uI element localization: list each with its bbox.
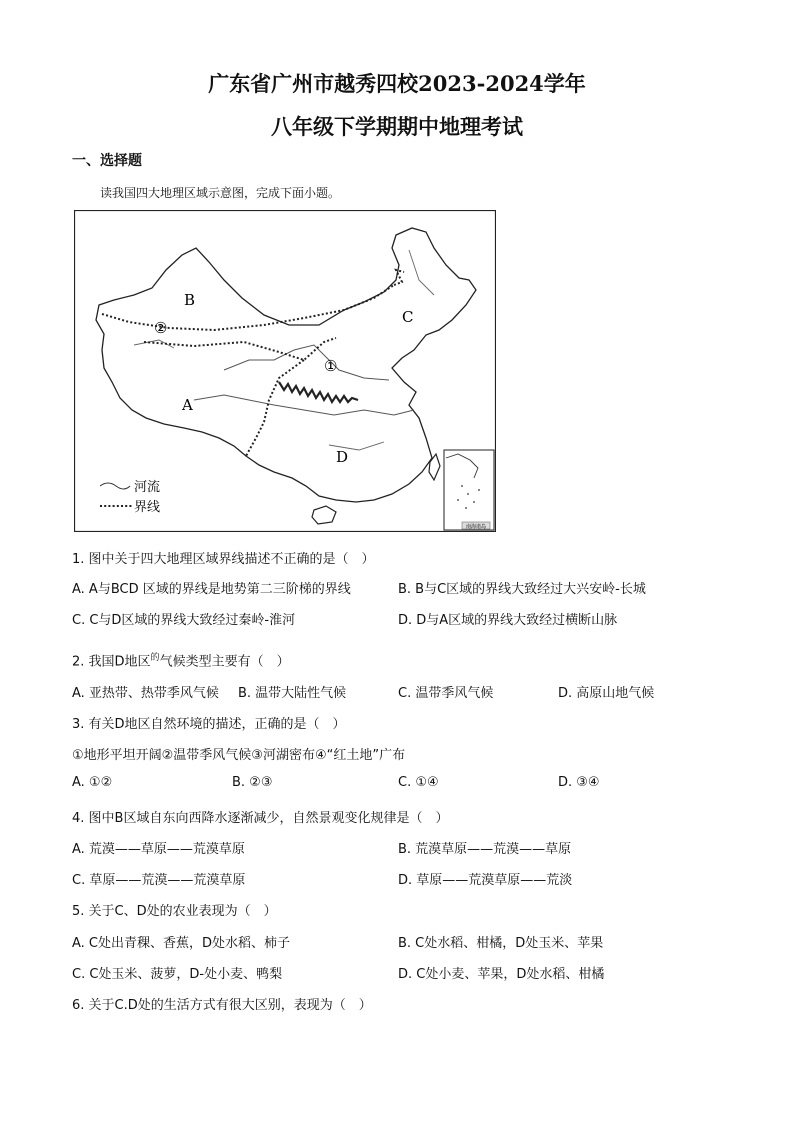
question-2-stem xyxy=(72,650,290,669)
question-1-option-a: A. A与BCD 区域的界线是地势第二三阶梯的界线 xyxy=(72,582,351,597)
question-2-option-b: B. 温带大陆性气候 xyxy=(238,686,347,701)
marker-1: ① xyxy=(324,357,338,375)
question-5-option-a: A. C处出青稞、香蕉，D处水稻、柿子 xyxy=(72,936,291,951)
question-2-stem-part1: 2. 我国D地区 xyxy=(72,654,151,670)
question-3-option-a: A. ①② xyxy=(72,775,113,790)
region-label-d: D xyxy=(336,448,349,466)
question-5-option-b: B. C处水稻、柑橘，D处玉米、苹果 xyxy=(398,936,604,951)
question-3-stem: 3. 有关D地区自然环境的描述，正确的是（ ） xyxy=(72,717,346,732)
legend-boundary-label: 界线 xyxy=(134,500,161,515)
question-5-option-d: D. C处小麦、苹果，D处水稻、柑橘 xyxy=(398,967,605,982)
intro-text: 读我国四大地理区域示意图，完成下面小题。 xyxy=(100,186,341,200)
question-2-stem-sup: 的 xyxy=(150,653,160,663)
page-title-line1: 广东省广州市越秀四校2023-2024学年 xyxy=(208,71,586,96)
region-label-a: A xyxy=(182,396,193,414)
question-3-option-b: B. ②③ xyxy=(232,775,273,790)
question-2-option-c: C. 温带季风气候 xyxy=(398,686,494,701)
question-2-stem-part2: 气候类型主要有（ ） xyxy=(159,654,290,670)
page-title-line2: 八年级下学期期中地理考试 xyxy=(271,114,523,139)
region-label-c: C xyxy=(402,308,414,326)
question-3-option-d: D. ③④ xyxy=(558,775,600,790)
question-3-option-c: C. ①④ xyxy=(398,775,439,790)
china-regions-map xyxy=(74,210,496,532)
inset-label: 南海诸岛 xyxy=(465,524,487,530)
legend-river-label: 河流 xyxy=(134,480,161,495)
question-1-option-c: C. C与D区域的界线大致经过秦岭-淮河 xyxy=(72,613,296,628)
marker-2: ② xyxy=(154,319,168,337)
question-1-stem: 1. 图中关于四大地理区域界线描述不正确的是（ ） xyxy=(72,552,375,567)
region-label-b: B xyxy=(184,291,196,309)
question-5-stem: 5. 关于C、D处的农业表现为（ ） xyxy=(72,904,277,919)
question-2-option-d: D. 高原山地气候 xyxy=(558,686,655,701)
question-1-option-d: D. D与A区域的界线大致经过横断山脉 xyxy=(398,613,618,628)
question-6-stem: 6. 关于C.D处的生活方式有很大区别，表现为（ ） xyxy=(72,998,372,1013)
question-4-option-c: C. 草原——荒漠——荒漠草原 xyxy=(72,873,246,888)
section-title: 一、选择题 xyxy=(72,153,142,169)
question-4-stem: 4. 图中B区域自东向西降水逐渐减少，自然景观变化规律是（ ） xyxy=(72,811,449,826)
question-4-option-b: B. 荒漠草原——荒漠——草原 xyxy=(398,842,572,857)
question-2-option-a: A. 亚热带、热带季风气候 xyxy=(72,686,219,701)
question-4-option-d: D. 草原——荒漠草原——荒淡 xyxy=(398,873,573,888)
question-5-option-c: C. C处玉米、菠萝，D-处小麦、鸭梨 xyxy=(72,967,283,982)
question-1-option-b: B. B与C区域的界线大致经过大兴安岭-长城 xyxy=(398,582,646,597)
question-3-statements: ①地形平坦开阔②温带季风气候③河湖密布④“红土地”广布 xyxy=(72,748,406,763)
inset-frame xyxy=(444,450,494,530)
question-4-option-a: A. 荒漠——草原——荒漠草原 xyxy=(72,842,245,857)
